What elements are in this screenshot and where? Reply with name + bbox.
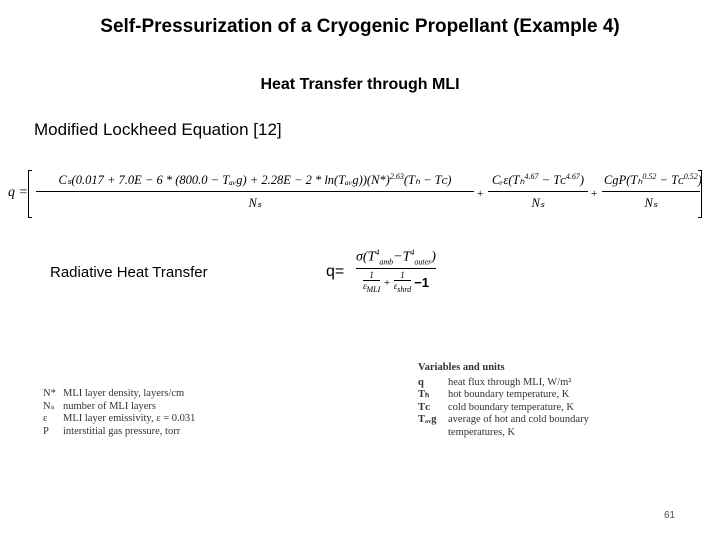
left-bracket (28, 170, 32, 218)
inverse-emissivity-mli: $\frac{1}{\varepsilon_{MLI}}$ (362, 270, 381, 295)
radiative-numerator: $\sigma(T^4_{amb}-T^4_{outer})$ (356, 248, 436, 269)
den-minus-one: −1 (414, 275, 430, 291)
radiation-denominator: Nₛ (531, 196, 545, 211)
list-item: Tᴄ cold boundary temperature, K (418, 401, 574, 413)
list-item: q heat flux through MLI, W/m² (418, 376, 572, 388)
variables-heading: Variables and units (418, 362, 505, 373)
list-item: Tₕ hot boundary temperature, K (418, 389, 570, 400)
radiation-term (488, 172, 588, 211)
section-label: Modified Lockheed Equation [12] (34, 120, 282, 139)
den-plus: + (383, 276, 391, 289)
list-item: P interstitial gas pressure, torr (43, 425, 181, 437)
radiative-lhs: q= (326, 263, 345, 280)
slide-subtitle: Heat Transfer through MLI (260, 76, 460, 93)
page-number: 61 (664, 510, 676, 521)
equation-lhs: q = (8, 185, 28, 200)
conduction-numerator: Cₛ(0.017 + 7.0E − 6 * (800.0 − Tₐᵥg) + $2.28E - 2 * \ln(T_aᵥg))(N*)^{2.63}(T_h$ − Tᴄ) (36, 172, 474, 192)
right-bracket (698, 170, 702, 218)
plus-sign: + (590, 186, 599, 200)
list-item: N* MLI layer density, layers/cm (43, 388, 185, 399)
inverse-emissivity-shroud: $\frac{1}{\varepsilon_{shrd}}$ (393, 270, 412, 295)
list-item: temperatures, K (448, 426, 516, 438)
gas-conduction-denominator: Nₛ (644, 196, 658, 211)
variables-right-list (418, 362, 589, 439)
plus-sign: + (476, 186, 485, 200)
conduction-denominator: Nₛ (248, 196, 262, 211)
gas-conduction-term (602, 172, 700, 211)
radiative-denominator (356, 269, 436, 295)
lockheed-equation (8, 170, 713, 220)
radiative-label: Radiative Heat Transfer (50, 264, 208, 281)
gas-conduction-numerator: CɡP(Tₕ$^{0.52}$ − Tᴄ$^{0.52}$) (602, 172, 700, 192)
list-item: Nₛ number of MLI layers (43, 400, 157, 412)
radiation-numerator: Cᵣε(Tₕ$^{4.67}$ − Tᴄ$^{4.67}$) (488, 172, 588, 192)
radiative-equation (326, 248, 466, 298)
list-item: ε MLI layer emissivity, ε = 0.031 (43, 413, 196, 424)
list-item: Tₐᵥg average of hot and cold boundary (418, 414, 589, 425)
conduction-term (36, 172, 474, 211)
variables-left-list (43, 388, 195, 438)
slide-title: Self-Pressurization of a Cryogenic Propellant (Example 4) (100, 16, 620, 37)
radiative-fraction (356, 248, 436, 295)
